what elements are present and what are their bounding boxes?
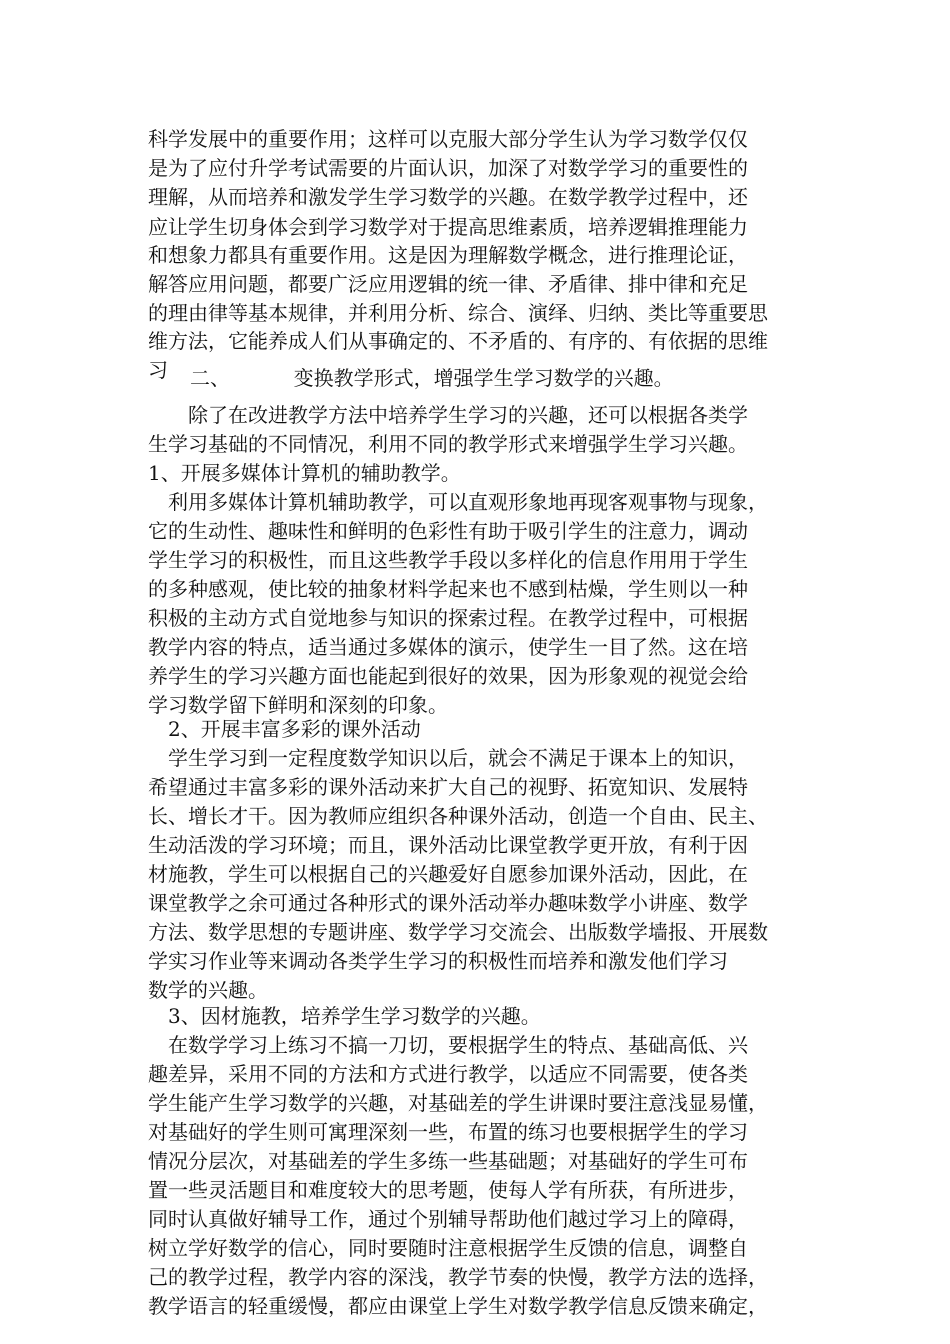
text-line: 和想象力都具有重要作用。这是因为理解数学概念，进行推理论证， — [148, 243, 748, 267]
text-line: 教学内容的特点，适当通过多媒体的演示，使学生一目了然。这在培 — [148, 635, 748, 659]
subheading-line: 2、开展丰富多彩的课外活动 — [168, 717, 421, 741]
text-line: 学实习作业等来调动各类学生学习的积极性而培养和激发他们学习 — [148, 949, 728, 973]
text-line: 是为了应付升学考试需要的片面认识，加深了对数学学习的重要性的 — [148, 156, 748, 180]
text-line: 维方法，它能养成人们从事确定的、不矛盾的、有序的、有依据的思维 — [148, 329, 768, 353]
text-line: 情况分层次，对基础差的学生多练一些基础题；对基础好的学生可布 — [148, 1149, 748, 1173]
text-line: 教学语言的轻重缓慢，都应由课堂上学生对数学教学信息反馈来确定， — [148, 1294, 768, 1318]
text-line: 置一些灵活题目和难度较大的思考题，使每人学有所获，有所进步， — [148, 1178, 748, 1202]
text-line: 的理由律等基本规律，并利用分析、综合、演绎、归纳、类比等重要思 — [148, 301, 768, 325]
text-line: 学生学习到一定程度数学知识以后，就会不满足于课本上的知识， — [168, 746, 748, 770]
text-line: 课堂教学之余可通过各种形式的课外活动举办趣味数学小讲座、数学 — [148, 891, 748, 915]
text-line: 积极的主动方式自觉地参与知识的探索过程。在教学过程中，可根据 — [148, 606, 748, 630]
text-line: 的多种感观，使比较的抽象材料学起来也不感到枯燥，学生则以一种 — [148, 577, 748, 601]
text-line: 对基础好的学生则可寓理深刻一些，布置的练习也要根据学生的学习 — [148, 1120, 748, 1144]
text-line: 己的教学过程，教学内容的深浅，教学节奏的快慢，教学方法的选择， — [148, 1265, 768, 1289]
text-line: 趣差异，采用不同的方法和方式进行教学，以适应不同需要，使各类 — [148, 1062, 748, 1086]
text-line: 长、增长才干。因为教师应组织各种课外活动，创造一个自由、民主、 — [148, 804, 768, 828]
text-line: 学习数学留下鲜明和深刻的印象。 — [148, 693, 448, 717]
text-line: 养学生的学习兴趣方面也能起到很好的效果，因为形象观的视觉会给 — [148, 664, 748, 688]
text-line: 同时认真做好辅导工作，通过个别辅导帮助他们越过学习上的障碍， — [148, 1207, 748, 1231]
text-line: 希望通过丰富多彩的课外活动来扩大自己的视野、拓宽知识、发展特 — [148, 775, 748, 799]
text-line: 生动活泼的学习环境；而且，课外活动比课堂教学更开放，有利于因 — [148, 833, 748, 857]
text-line: 解答应用问题，都要广泛应用逻辑的统一律、矛盾律、排中律和充足 — [148, 272, 748, 296]
text-line: 科学发展中的重要作用；这样可以克服大部分学生认为学习数学仅仅 — [148, 127, 748, 151]
subheading-line: 3、因材施教，培养学生学习数学的兴趣。 — [168, 1004, 541, 1028]
text-line: 生学习基础的不同情况，利用不同的教学形式来增强学生学习兴趣。 — [148, 432, 748, 456]
text-line: 数学的兴趣。 — [148, 978, 268, 1002]
text-line: 它的生动性、趣味性和鲜明的色彩性有助于吸引学生的注意力，调动 — [148, 519, 748, 543]
text-line: 在数学学习上练习不搞一刀切，要根据学生的特点、基础高低、兴 — [168, 1033, 748, 1057]
text-line: 习 — [148, 358, 168, 382]
subheading-line: 1、开展多媒体计算机的辅助教学。 — [148, 461, 461, 485]
text-line: 理解，从而培养和激发学生学习数学的兴趣。在数学教学过程中，还 — [148, 185, 748, 209]
text-line: 学生能产生学习数学的兴趣，对基础差的学生讲课时要注意浅显易懂， — [148, 1091, 768, 1115]
text-line: 学生学习的积极性，而且这些教学手段以多样化的信息作用用于学生 — [148, 548, 748, 572]
text-line: 材施教，学生可以根据自己的兴趣爱好自愿参加课外活动，因此，在 — [148, 862, 748, 886]
text-line: 应让学生切身体会到学习数学对于提高思维素质，培养逻辑推理能力 — [148, 215, 748, 239]
text-line: 树立学好数学的信心，同时要随时注意根据学生反馈的信息，调整自 — [148, 1236, 748, 1260]
section-heading: 二、 变换教学形式，增强学生学习数学的兴趣。 — [190, 366, 674, 390]
text-line: 利用多媒体计算机辅助教学，可以直观形象地再现客观事物与现象， — [168, 490, 768, 514]
text-line: 除了在改进教学方法中培养学生学习的兴趣，还可以根据各类学 — [188, 403, 748, 427]
text-line: 方法、数学思想的专题讲座、数学学习交流会、出版数学墙报、开展数 — [148, 920, 768, 944]
